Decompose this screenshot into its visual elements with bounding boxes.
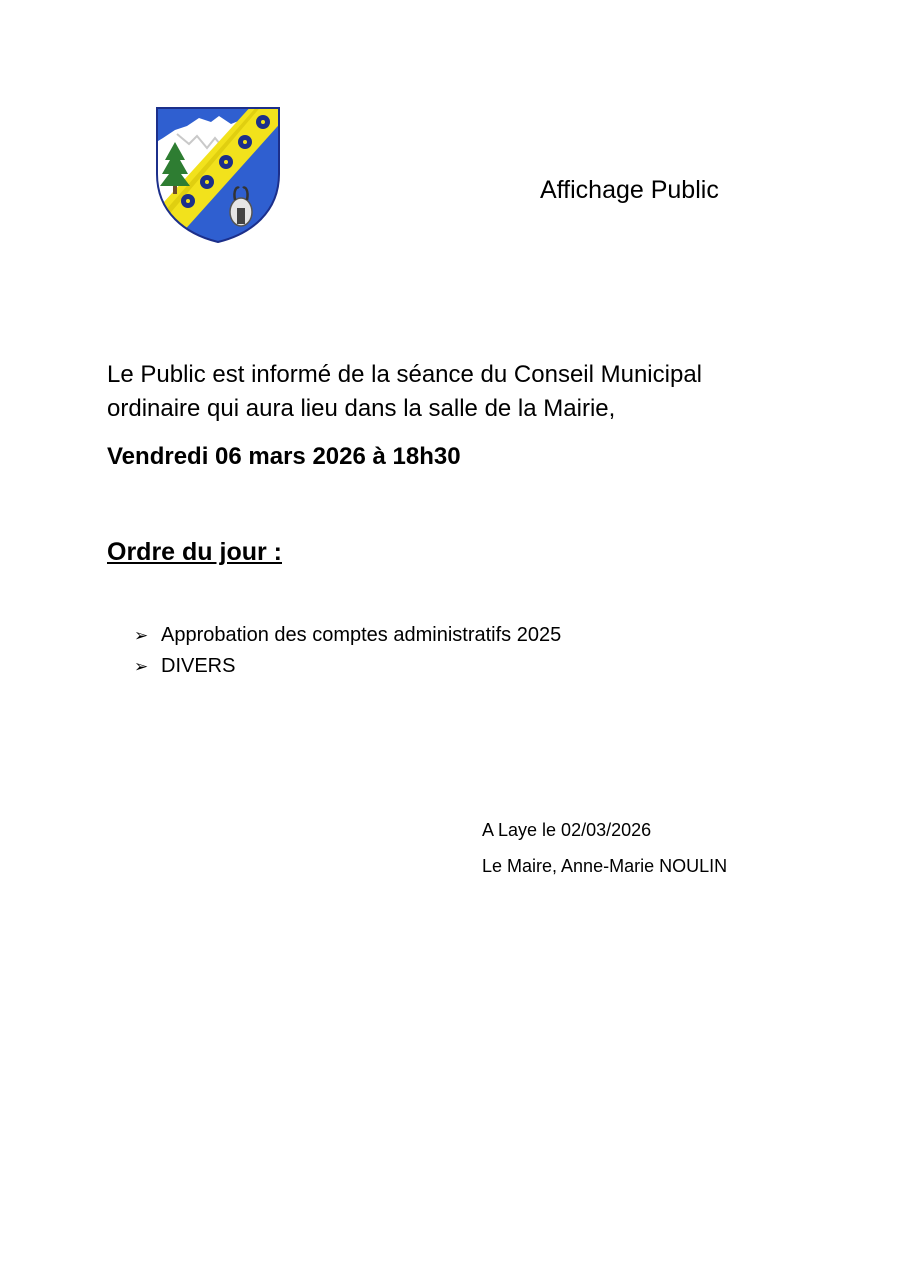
list-item bbox=[134, 620, 561, 651]
page-title: Affichage Public bbox=[540, 176, 719, 204]
agenda-list bbox=[134, 620, 561, 682]
arrowhead-bullet-icon: ➢ bbox=[134, 626, 149, 645]
agenda-heading: Ordre du jour : bbox=[107, 538, 282, 566]
notice-line-1: Le Public est informé de la séance du Conseil Municipal bbox=[107, 361, 702, 388]
signatory: Le Maire, Anne-Marie NOULIN bbox=[482, 856, 728, 876]
signature-block bbox=[482, 820, 727, 877]
notice-intro bbox=[107, 358, 787, 426]
place-date: A Laye le 02/03/2026 bbox=[482, 820, 652, 840]
agenda-item-label: Approbation des comptes administratifs 2025 bbox=[161, 624, 562, 646]
coat-of-arms-icon bbox=[153, 104, 283, 246]
list-item bbox=[134, 651, 561, 682]
notice-line-2: ordinaire qui aura lieu dans la salle de la Mairie, bbox=[107, 395, 616, 422]
agenda-item-label: DIVERS bbox=[161, 655, 236, 677]
meeting-date: Vendredi 06 mars 2026 à 18h30 bbox=[107, 443, 461, 470]
arrowhead-bullet-icon: ➢ bbox=[134, 657, 149, 676]
